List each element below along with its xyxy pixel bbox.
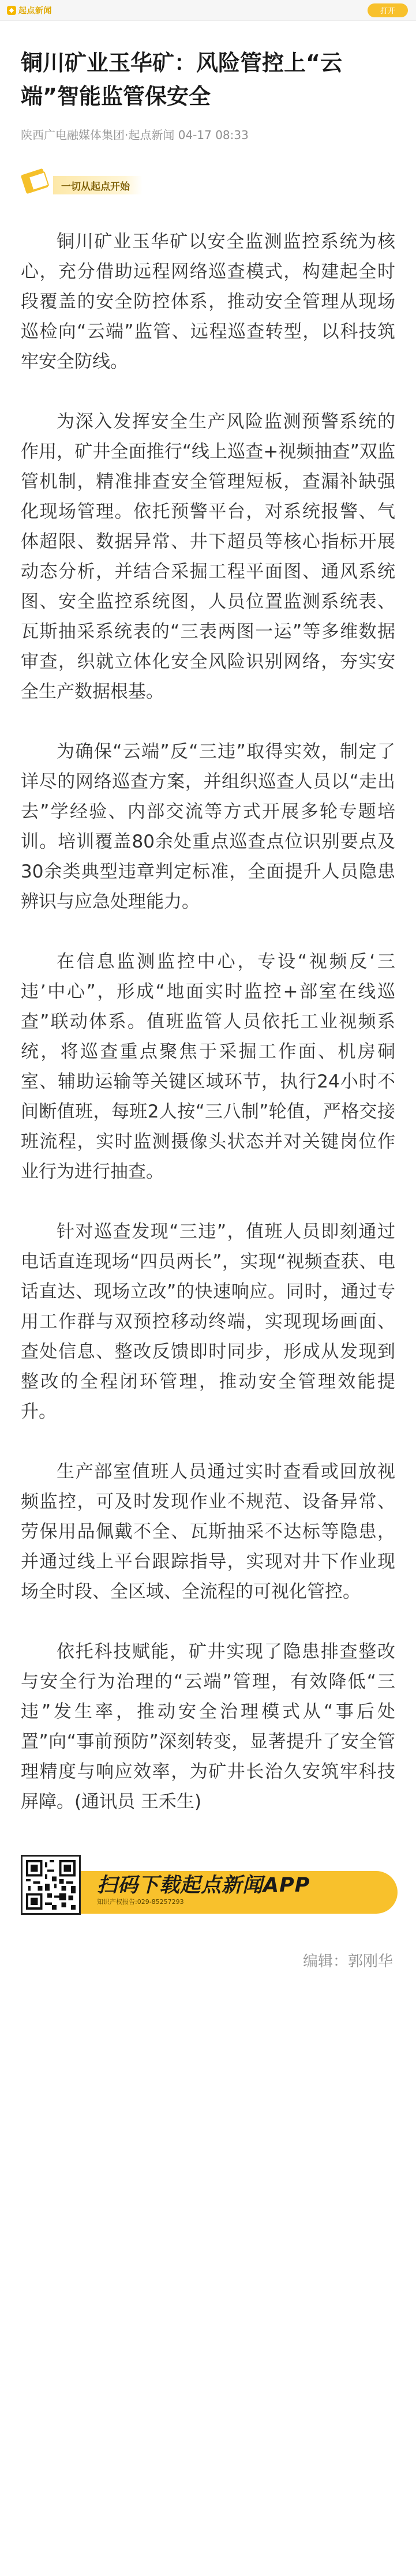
article-paragraph: 为深入发挥安全生产风险监测预警系统的作用，矿井全面推行“线上巡查+视频抽查”双监管机制，精准排查安全管理短板，查漏补缺强化现场管理。依托预警平台，对系统报警、气体超限、数据异常、井下超员等核心指标开展动态分析，并结合采掘工程平面图、通风系统图、安全监控系统图，人员位置监测系统表、瓦斯抽采系统表的“三表两图一运”等多维数据审查，织就立体化安全风险识别网络，夯实安全生产数据根基。 [21,411,395,702]
open-app-button[interactable]: 打开 [368,3,408,17]
article-time: 04-17 08:33 [178,128,249,142]
article-paragraph: 针对巡查发现“三违”，值班人员即刻通过电话直连现场“四员两长”，实现“视频查获、电话直达、现场立改”的快速响应。同时，通过专用工作群与双预控移动终端，实现现场画面、查处信息、整改反馈即时同步，形成从发现到整改的全程闭环管理，推动安全管理效能提升。 [21,1221,395,1422]
article-content [0,46,416,1971]
logo-text: 起点新闻 [18,6,52,16]
logo-icon: ◆ [7,6,16,15]
slogan-text: 一切从起点开始 [53,176,143,194]
article-paragraph: 生产部室值班人员通过实时查看或回放视频监控，可及时发现作业不规范、设备异常、劳保用品佩戴不全、瓦斯抽采不达标等隐患，并通过线上平台跟踪指导，实现对井下作业现场全时段、全区域、全流程的可视化管控。 [21,1461,395,1602]
ad-band [72,1871,398,1914]
app-logo[interactable] [7,5,52,16]
article-paragraph: 铜川矿业玉华矿以安全监测监控系统为核心，充分借助远程网络巡查模式，构建起全时段覆盖的安全防控体系，推动安全管理从现场巡检向“云端”监管、远程巡查转型，以科技筑牢安全防线。 [21,231,395,372]
article-title: 铜川矿业玉华矿：风险管控上“云端”智能监管保安全 [21,50,342,109]
ticket-icon [21,168,53,194]
article-source[interactable]: 陕西广电融媒体集团·起点新闻 [21,128,175,142]
ad-main-text: 扫码下载起点新闻APP [97,1874,310,1897]
ad-sub-text: 知识产权报告:029-85257293 [97,1898,184,1906]
article-paragraph: 在信息监测监控中心，专设“视频反‘三违’中心”，形成“地面实时监控+部室在线巡查”联动体系。值班监管人员依托工业视频系统，将巡查重点聚焦于采掘工作面、机房硐室、辅助运输等关键区域环节，执行24小时不间断值班，每班2人按“三八制”轮值，严格交接班流程，实时监测摄像头状态并对关键岗位作业行为进行抽查。 [21,951,395,1182]
slogan-banner [21,168,395,194]
article-paragraph: 为确保“云端”反“三违”取得实效，制定了详尽的网络巡查方案，并组织巡查人员以“走出去”学经验、内部交流等方式开展多轮专题培训。培训覆盖80余处重点巡查点位识别要点及30余类典型违章判定标准，全面提升人员隐患辨识与应急处理能力。 [21,741,395,912]
qr-code-icon[interactable] [21,1855,81,1915]
article-meta [21,126,395,143]
article-paragraph: 依托科技赋能，矿井实现了隐患排查整改与安全行为治理的“云端”管理，有效降低“三违”发生率，推动安全治理模式从“事后处置”向“事前预防”深刻转变，显著提升了安全管理精度与响应效率，为矿井长治久安筑牢科技屏障。(通讯员 王禾生) [21,1641,395,1812]
editor-credit: 编辑：郭刚华 [302,1953,393,1970]
top-bar [0,0,416,21]
download-app-ad[interactable] [21,1855,395,1923]
